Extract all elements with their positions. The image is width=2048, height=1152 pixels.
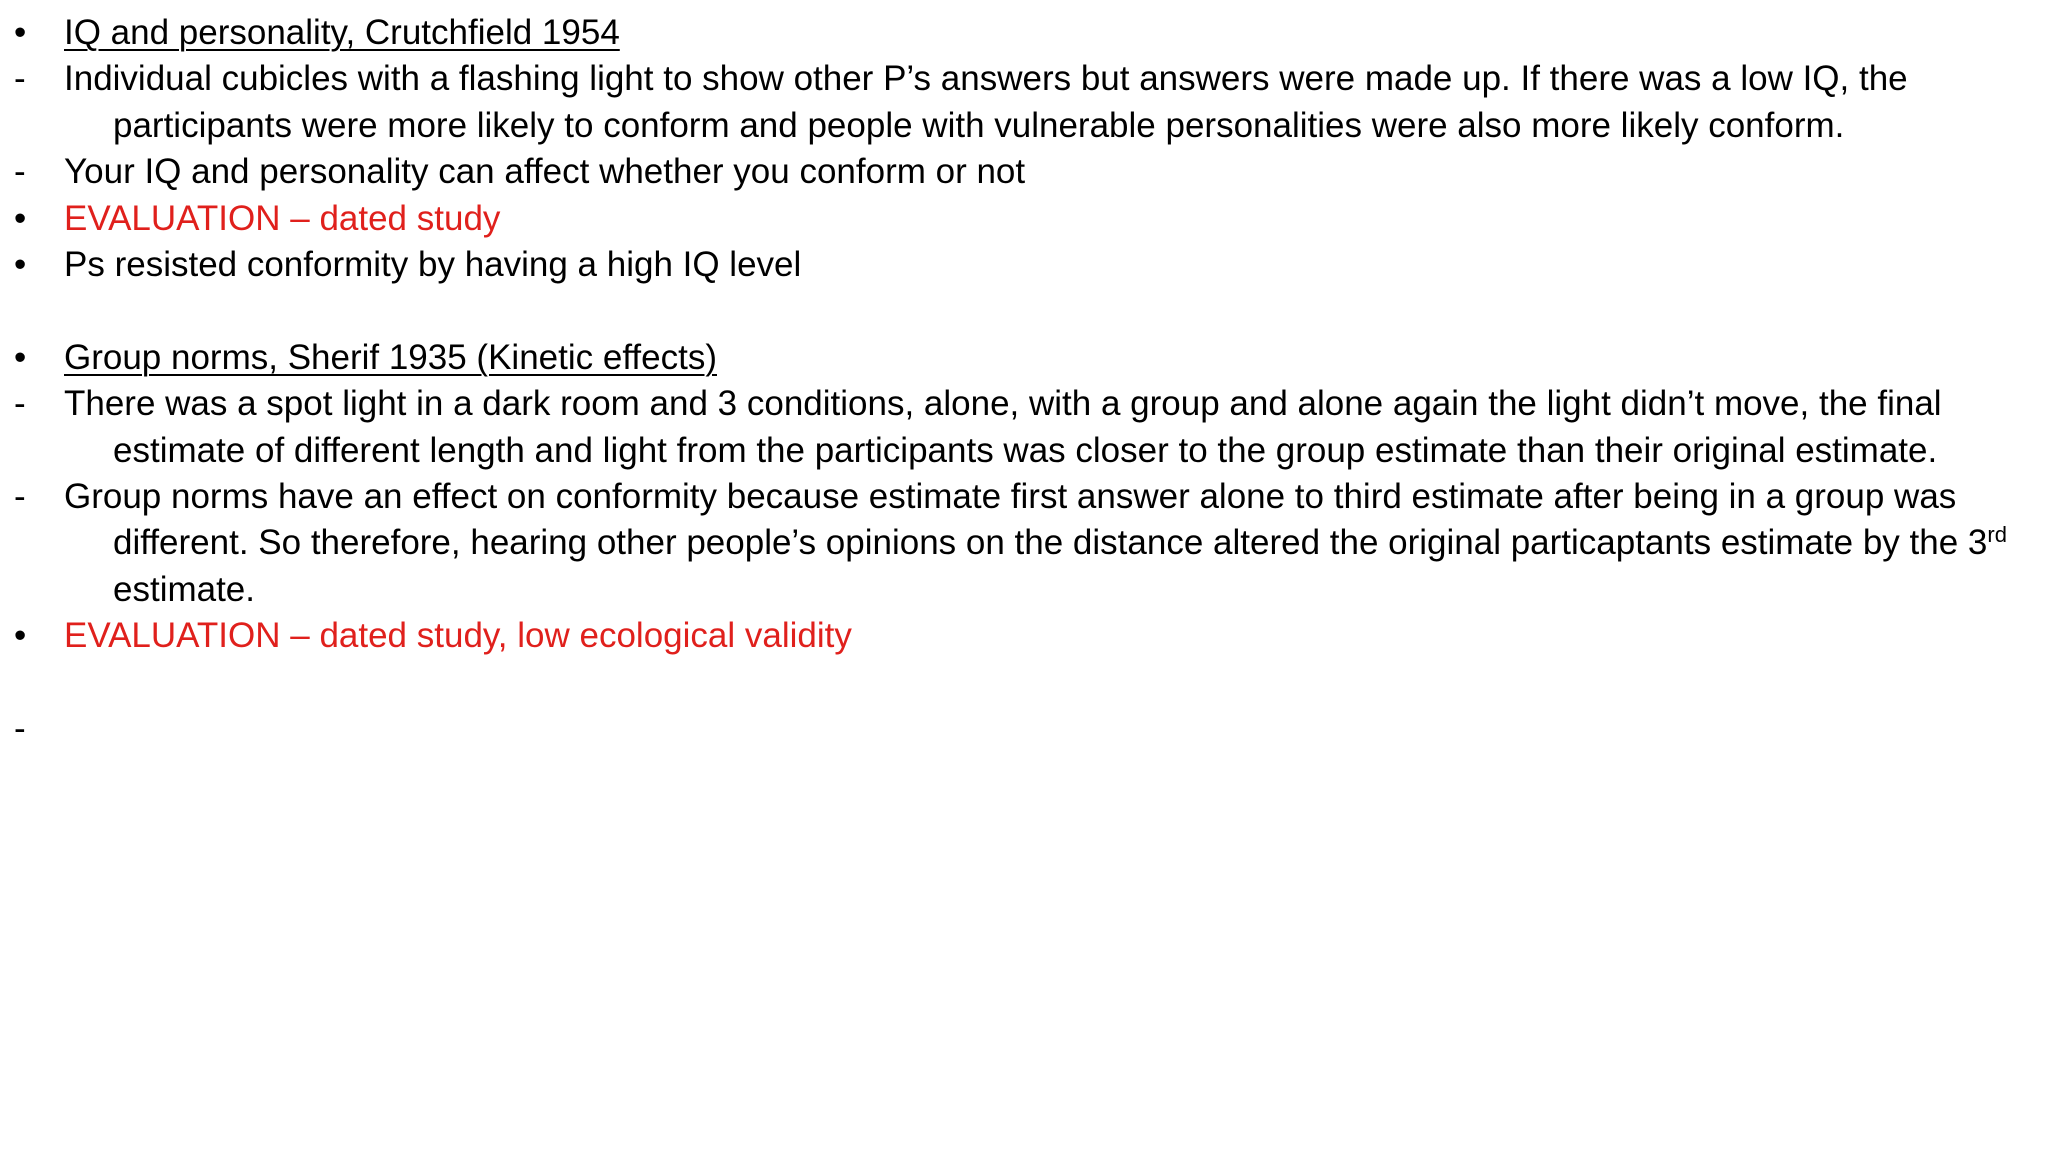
crutchfield-evaluation [14, 196, 2024, 242]
evaluation-text: EVALUATION – dated study [64, 198, 501, 238]
sherif-description [14, 381, 2024, 474]
sherif-conclusion [14, 474, 2024, 613]
bullet-marker: • [14, 337, 27, 377]
dash-marker: - [14, 152, 26, 192]
conclusion-text [64, 477, 2007, 609]
dash-marker: - [14, 59, 26, 99]
ordinal-suffix: rd [1987, 522, 2007, 548]
note-text: Ps resisted conformity by having a high IQ level [64, 245, 802, 285]
bullet-marker: • [14, 198, 27, 238]
bullet-marker: • [14, 245, 27, 285]
bullet-marker: • [14, 13, 27, 52]
spacer [14, 288, 2024, 334]
conclusion-main: Group norms have an effect on conformity because estimate first answer alone to third estimate after being in a group was different. So therefore, hearing other people’s opinions on the distance altered the original particaptants estimate by the 3 [64, 477, 1988, 563]
bullet-marker: • [14, 616, 27, 656]
crutchfield-description [14, 56, 2024, 149]
spacer [14, 660, 2024, 706]
dash-marker: - [14, 477, 26, 517]
heading-text: IQ and personality, Crutchfield 1954 [64, 13, 620, 52]
summary-text: Your IQ and personality can affect whether you conform or not [64, 152, 1026, 192]
crutchfield-note [14, 242, 2024, 288]
description-text: Individual cubicles with a flashing light to show other P’s answers but answers were made up. If there was a low IQ, the participants were more likely to conform and people with vulnerable personalities were also more likely conform. [64, 59, 1908, 145]
evaluation-text: EVALUATION – dated study, low ecological validity [64, 616, 852, 656]
description-text: There was a spot light in a dark room and 3 conditions, alone, with a group and alone again the light didn’t move, the final estimate of different length and light from the participants was closer to the group estimate than their original estimate. [64, 384, 1942, 470]
sherif-evaluation [14, 613, 2024, 659]
heading-text: Group norms, Sherif 1935 (Kinetic effects) [64, 337, 717, 377]
dash-marker: - [14, 384, 26, 424]
heading-iq-personality [14, 10, 2024, 56]
conclusion-end: estimate. [113, 569, 255, 609]
crutchfield-summary [14, 149, 2024, 195]
heading-group-norms [14, 335, 2024, 381]
dash-marker: - [14, 709, 26, 749]
notes-list [14, 10, 2024, 749]
